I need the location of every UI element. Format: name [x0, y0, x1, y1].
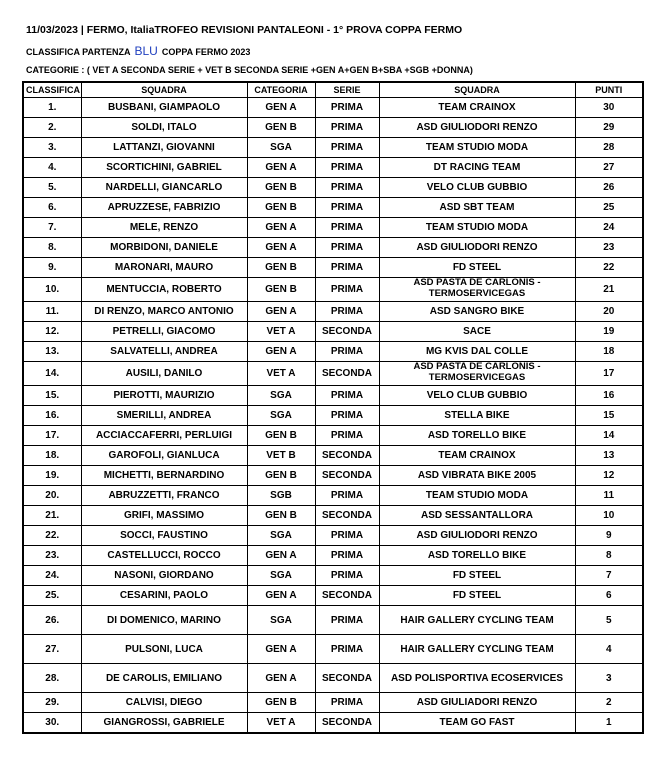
team-cell: FD STEEL: [379, 566, 575, 586]
points-cell: 24: [575, 218, 643, 238]
athlete-name-cell: PIEROTTI, MAURIZIO: [81, 386, 247, 406]
points-cell: 25: [575, 198, 643, 218]
athlete-name-cell: LATTANZI, GIOVANNI: [81, 138, 247, 158]
points-cell: 5: [575, 606, 643, 635]
category-cell: GEN B: [247, 466, 315, 486]
table-row: [23, 486, 643, 506]
serie-cell: PRIMA: [315, 278, 379, 302]
team-cell: VELO CLUB GUBBIO: [379, 178, 575, 198]
serie-cell: PRIMA: [315, 198, 379, 218]
category-cell: GEN A: [247, 98, 315, 118]
athlete-name-cell: ABRUZZETTI, FRANCO: [81, 486, 247, 506]
position-cell: 9.: [23, 258, 81, 278]
category-cell: GEN B: [247, 693, 315, 713]
category-cell: SGA: [247, 386, 315, 406]
points-cell: 18: [575, 342, 643, 362]
athlete-name-cell: BUSBANI, GIAMPAOLO: [81, 98, 247, 118]
table-row: [23, 506, 643, 526]
team-cell: FD STEEL: [379, 258, 575, 278]
category-cell: GEN A: [247, 342, 315, 362]
col-header-punti: PUNTI: [575, 82, 643, 98]
serie-cell: SECONDA: [315, 362, 379, 386]
table-row: [23, 218, 643, 238]
table-row: [23, 526, 643, 546]
table-row: [23, 118, 643, 138]
category-cell: GEN A: [247, 302, 315, 322]
serie-cell: PRIMA: [315, 486, 379, 506]
position-cell: 10.: [23, 278, 81, 302]
points-cell: 10: [575, 506, 643, 526]
category-cell: SGB: [247, 486, 315, 506]
category-cell: GEN A: [247, 238, 315, 258]
category-cell: SGA: [247, 406, 315, 426]
table-row: [23, 693, 643, 713]
position-cell: 28.: [23, 664, 81, 693]
athlete-name-cell: AUSILI, DANILO: [81, 362, 247, 386]
table-row: [23, 198, 643, 218]
position-cell: 6.: [23, 198, 81, 218]
position-cell: 22.: [23, 526, 81, 546]
category-cell: SGA: [247, 606, 315, 635]
position-cell: 21.: [23, 506, 81, 526]
serie-cell: PRIMA: [315, 238, 379, 258]
position-cell: 8.: [23, 238, 81, 258]
athlete-name-cell: DI RENZO, MARCO ANTONIO: [81, 302, 247, 322]
team-line-2: TERMOSERVICEGAS: [428, 371, 526, 383]
serie-cell: PRIMA: [315, 606, 379, 635]
col-header-athlete: SQUADRA: [81, 82, 247, 98]
position-cell: 29.: [23, 693, 81, 713]
points-cell: 8: [575, 546, 643, 566]
points-cell: 17: [575, 362, 643, 386]
position-cell: 12.: [23, 322, 81, 342]
table-row: [23, 322, 643, 342]
category-cell: GEN A: [247, 546, 315, 566]
category-cell: VET A: [247, 322, 315, 342]
table-row: [23, 386, 643, 406]
points-cell: 16: [575, 386, 643, 406]
category-cell: GEN B: [247, 426, 315, 446]
athlete-name-cell: MORBIDONI, DANIELE: [81, 238, 247, 258]
category-cell: GEN B: [247, 506, 315, 526]
athlete-name-cell: PULSONI, LUCA: [81, 635, 247, 664]
position-cell: 26.: [23, 606, 81, 635]
athlete-name-cell: SCORTICHINI, GABRIEL: [81, 158, 247, 178]
serie-cell: PRIMA: [315, 218, 379, 238]
team-line-1: ASD PASTA DE CARLONIS -: [413, 361, 541, 372]
table-row: [23, 362, 643, 386]
table-row: [23, 664, 643, 693]
start-color-label: BLU: [134, 44, 158, 58]
team-cell: ASD GIULIODORI RENZO: [379, 118, 575, 138]
points-cell: 19: [575, 322, 643, 342]
category-cell: GEN A: [247, 218, 315, 238]
serie-cell: SECONDA: [315, 713, 379, 734]
team-cell: TEAM CRAINOX: [379, 98, 575, 118]
table-row: [23, 278, 643, 302]
athlete-name-cell: SOLDI, ITALO: [81, 118, 247, 138]
athlete-name-cell: MICHETTI, BERNARDINO: [81, 466, 247, 486]
team-cell: STELLA BIKE: [379, 406, 575, 426]
team-cell: HAIR GALLERY CYCLING TEAM: [379, 635, 575, 664]
results-body: [23, 98, 643, 734]
col-header-serie: SERIE: [315, 82, 379, 98]
points-cell: 4: [575, 635, 643, 664]
athlete-name-cell: GRIFI, MASSIMO: [81, 506, 247, 526]
category-cell: GEN A: [247, 158, 315, 178]
category-cell: GEN B: [247, 278, 315, 302]
table-row: [23, 342, 643, 362]
serie-cell: PRIMA: [315, 258, 379, 278]
team-cell: DT RACING TEAM: [379, 158, 575, 178]
serie-cell: SECONDA: [315, 322, 379, 342]
table-row: [23, 178, 643, 198]
position-cell: 2.: [23, 118, 81, 138]
points-cell: 30: [575, 98, 643, 118]
position-cell: 19.: [23, 466, 81, 486]
table-row: [23, 586, 643, 606]
category-cell: SGA: [247, 138, 315, 158]
points-cell: 2: [575, 693, 643, 713]
team-cell: TEAM STUDIO MODA: [379, 138, 575, 158]
category-cell: VET A: [247, 362, 315, 386]
team-line-1: ASD PASTA DE CARLONIS -: [413, 277, 541, 288]
table-row: [23, 406, 643, 426]
athlete-name-cell: PETRELLI, GIACOMO: [81, 322, 247, 342]
position-cell: 18.: [23, 446, 81, 466]
position-cell: 7.: [23, 218, 81, 238]
points-cell: 6: [575, 586, 643, 606]
team-cell: TEAM CRAINOX: [379, 446, 575, 466]
category-cell: GEN A: [247, 635, 315, 664]
category-cell: SGA: [247, 566, 315, 586]
results-table: [22, 81, 644, 734]
table-row: [23, 302, 643, 322]
serie-cell: PRIMA: [315, 98, 379, 118]
team-cell: FD STEEL: [379, 586, 575, 606]
classification-subtitle: [26, 44, 250, 58]
categories-line: CATEGORIE : ( VET A SECONDA SERIE + VET B SECONDA SERIE +GEN A+GEN B+SBA +SGB +DONNA): [26, 65, 473, 75]
points-cell: 3: [575, 664, 643, 693]
team-cell: TEAM STUDIO MODA: [379, 218, 575, 238]
serie-cell: PRIMA: [315, 138, 379, 158]
category-cell: GEN B: [247, 198, 315, 218]
team-cell: ASD GIULIADORI RENZO: [379, 693, 575, 713]
category-cell: VET B: [247, 446, 315, 466]
position-cell: 14.: [23, 362, 81, 386]
position-cell: 16.: [23, 406, 81, 426]
serie-cell: PRIMA: [315, 178, 379, 198]
table-row: [23, 606, 643, 635]
team-cell: ASD GIULIODORI RENZO: [379, 238, 575, 258]
category-cell: GEN A: [247, 664, 315, 693]
category-cell: GEN B: [247, 118, 315, 138]
athlete-name-cell: CALVISI, DIEGO: [81, 693, 247, 713]
category-cell: VET A: [247, 713, 315, 734]
serie-cell: PRIMA: [315, 693, 379, 713]
position-cell: 30.: [23, 713, 81, 734]
position-cell: 27.: [23, 635, 81, 664]
serie-cell: PRIMA: [315, 302, 379, 322]
table-row: [23, 158, 643, 178]
col-header-categoria: CATEGORIA: [247, 82, 315, 98]
table-row: [23, 635, 643, 664]
subtitle-prefix: CLASSIFICA PARTENZA: [26, 47, 131, 57]
points-cell: 11: [575, 486, 643, 506]
team-cell: ASD SESSANTALLORA: [379, 506, 575, 526]
points-cell: 15: [575, 406, 643, 426]
position-cell: 24.: [23, 566, 81, 586]
team-cell: ASD TORELLO BIKE: [379, 426, 575, 446]
category-cell: GEN B: [247, 178, 315, 198]
team-cell: HAIR GALLERY CYCLING TEAM: [379, 606, 575, 635]
subtitle-suffix: COPPA FERMO 2023: [161, 47, 251, 57]
points-cell: 12: [575, 466, 643, 486]
team-cell: [379, 278, 575, 302]
table-row: [23, 138, 643, 158]
table-row: [23, 446, 643, 466]
athlete-name-cell: DE CAROLIS, EMILIANO: [81, 664, 247, 693]
points-cell: 20: [575, 302, 643, 322]
points-cell: 9: [575, 526, 643, 546]
team-cell: TEAM STUDIO MODA: [379, 486, 575, 506]
serie-cell: PRIMA: [315, 386, 379, 406]
points-cell: 1: [575, 713, 643, 734]
col-header-squadra: SQUADRA: [379, 82, 575, 98]
athlete-name-cell: NARDELLI, GIANCARLO: [81, 178, 247, 198]
points-cell: 22: [575, 258, 643, 278]
position-cell: 13.: [23, 342, 81, 362]
points-cell: 27: [575, 158, 643, 178]
position-cell: 4.: [23, 158, 81, 178]
athlete-name-cell: SOCCI, FAUSTINO: [81, 526, 247, 546]
table-row: [23, 98, 643, 118]
position-cell: 23.: [23, 546, 81, 566]
category-cell: GEN B: [247, 258, 315, 278]
serie-cell: PRIMA: [315, 158, 379, 178]
serie-cell: PRIMA: [315, 426, 379, 446]
athlete-name-cell: CASTELLUCCI, ROCCO: [81, 546, 247, 566]
table-row: [23, 426, 643, 446]
race-title: 11/03/2023 | FERMO, ItaliaTROFEO REVISIONI PANTALEONI - 1° PROVA COPPA FERMO: [26, 24, 463, 36]
points-cell: 7: [575, 566, 643, 586]
serie-cell: PRIMA: [315, 118, 379, 138]
athlete-name-cell: GIANGROSSI, GABRIELE: [81, 713, 247, 734]
col-header-classifica: CLASSIFICA: [23, 82, 81, 98]
points-cell: 28: [575, 138, 643, 158]
position-cell: 25.: [23, 586, 81, 606]
athlete-name-cell: ACCIACCAFERRI, PERLUIGI: [81, 426, 247, 446]
team-cell: ASD SANGRO BIKE: [379, 302, 575, 322]
athlete-name-cell: APRUZZESE, FABRIZIO: [81, 198, 247, 218]
position-cell: 20.: [23, 486, 81, 506]
category-cell: GEN A: [247, 586, 315, 606]
serie-cell: SECONDA: [315, 506, 379, 526]
table-row: [23, 546, 643, 566]
team-cell: ASD TORELLO BIKE: [379, 546, 575, 566]
athlete-name-cell: CESARINI, PAOLO: [81, 586, 247, 606]
team-cell: ASD GIULIODORI RENZO: [379, 526, 575, 546]
serie-cell: PRIMA: [315, 406, 379, 426]
serie-cell: SECONDA: [315, 586, 379, 606]
position-cell: 1.: [23, 98, 81, 118]
athlete-name-cell: DI DOMENICO, MARINO: [81, 606, 247, 635]
position-cell: 3.: [23, 138, 81, 158]
serie-cell: SECONDA: [315, 466, 379, 486]
position-cell: 15.: [23, 386, 81, 406]
position-cell: 11.: [23, 302, 81, 322]
table-row: [23, 566, 643, 586]
serie-cell: SECONDA: [315, 664, 379, 693]
athlete-name-cell: MELE, RENZO: [81, 218, 247, 238]
athlete-name-cell: NASONI, GIORDANO: [81, 566, 247, 586]
serie-cell: PRIMA: [315, 342, 379, 362]
serie-cell: PRIMA: [315, 566, 379, 586]
points-cell: 23: [575, 238, 643, 258]
team-cell: TEAM GO FAST: [379, 713, 575, 734]
points-cell: 21: [575, 278, 643, 302]
team-cell: VELO CLUB GUBBIO: [379, 386, 575, 406]
points-cell: 26: [575, 178, 643, 198]
team-line-2: TERMOSERVICEGAS: [428, 287, 526, 299]
serie-cell: SECONDA: [315, 446, 379, 466]
points-cell: 29: [575, 118, 643, 138]
team-cell: [379, 362, 575, 386]
position-cell: 17.: [23, 426, 81, 446]
table-row: [23, 258, 643, 278]
serie-cell: PRIMA: [315, 635, 379, 664]
athlete-name-cell: GAROFOLI, GIANLUCA: [81, 446, 247, 466]
team-cell: MG KVIS DAL COLLE: [379, 342, 575, 362]
athlete-name-cell: SMERILLI, ANDREA: [81, 406, 247, 426]
category-cell: SGA: [247, 526, 315, 546]
team-cell: SACE: [379, 322, 575, 342]
points-cell: 13: [575, 446, 643, 466]
position-cell: 5.: [23, 178, 81, 198]
table-row: [23, 713, 643, 734]
athlete-name-cell: SALVATELLI, ANDREA: [81, 342, 247, 362]
team-cell: ASD POLISPORTIVA ECOSERVICES: [379, 664, 575, 693]
table-row: [23, 238, 643, 258]
team-cell: ASD VIBRATA BIKE 2005: [379, 466, 575, 486]
athlete-name-cell: MARONARI, MAURO: [81, 258, 247, 278]
serie-cell: PRIMA: [315, 546, 379, 566]
serie-cell: PRIMA: [315, 526, 379, 546]
athlete-name-cell: MENTUCCIA, ROBERTO: [81, 278, 247, 302]
table-header-row: [23, 82, 643, 98]
team-cell: ASD SBT TEAM: [379, 198, 575, 218]
table-row: [23, 466, 643, 486]
points-cell: 14: [575, 426, 643, 446]
